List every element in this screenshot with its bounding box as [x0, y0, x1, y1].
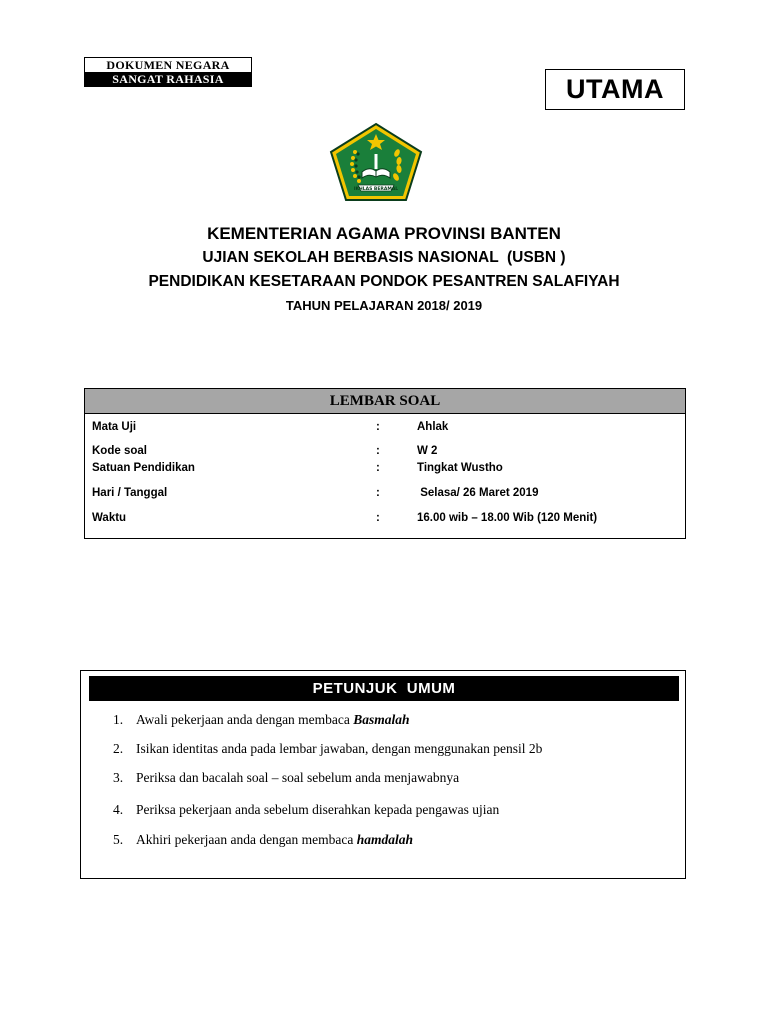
- row-value: Tingkat Wustho: [417, 462, 503, 474]
- item-number: 2.: [113, 741, 124, 756]
- row-label: Satuan Pendidikan: [92, 462, 195, 474]
- header-line-3: PENDIDIKAN KESETARAAN PONDOK PESANTREN SALAFIYAH: [148, 273, 620, 290]
- classification-box: [84, 57, 252, 87]
- row-label: Waktu: [92, 512, 127, 524]
- row-label: Mata Uji: [92, 421, 137, 433]
- item-text: Periksa pekerjaan anda sebelum diserahkan kepada pengawas ujian: [136, 802, 500, 817]
- header-line-4: TAHUN PELAJARAN 2018/ 2019: [285, 298, 483, 313]
- row-value: Ahlak: [417, 421, 449, 433]
- item-text: Isikan identitas anda pada lembar jawaban, dengan menggunakan pensil 2b: [136, 741, 543, 756]
- row-separator: :: [376, 421, 380, 433]
- item-text-plain: Akhiri pekerjaan anda dengan membaca: [136, 832, 357, 847]
- item-text-plain: Awali pekerjaan anda dengan membaca: [136, 712, 354, 727]
- header-line-1: KEMENTERIAN AGAMA PROVINSI BANTEN: [207, 224, 561, 243]
- row-separator: :: [376, 462, 380, 474]
- row-label: Kode soal: [92, 445, 147, 457]
- lembar-soal-title: LEMBAR SOAL: [85, 389, 685, 414]
- item-number: 4.: [113, 802, 124, 817]
- kementerian-agama-emblem-icon: [328, 122, 424, 202]
- petunjuk-umum-title: PETUNJUK UMUM: [89, 676, 679, 701]
- item-text-emphasis: Basmalah: [353, 712, 410, 727]
- lembar-soal-table: [84, 388, 686, 539]
- classification-line-2: SANGAT RAHASIA: [85, 72, 251, 86]
- row-separator: :: [376, 445, 380, 457]
- row-value: 16.00 wib – 18.00 Wib (120 Menit): [417, 512, 598, 524]
- row-label: Hari / Tanggal: [92, 487, 168, 499]
- row-separator: :: [376, 487, 380, 499]
- row-separator: :: [376, 512, 380, 524]
- item-text: Periksa dan bacalah soal – soal sebelum anda menjawabnya: [136, 770, 460, 785]
- header-line-2: UJIAN SEKOLAH BERBASIS NASIONAL (USBN ): [202, 249, 566, 266]
- petunjuk-umum-box: [80, 670, 686, 879]
- utama-badge: UTAMA: [545, 69, 685, 110]
- item-number: 3.: [113, 770, 124, 785]
- item-text: [136, 712, 410, 728]
- item-number: 5.: [113, 832, 124, 847]
- item-number: 1.: [113, 712, 124, 727]
- classification-line-1: DOKUMEN NEGARA: [85, 58, 251, 72]
- row-value: W 2: [417, 445, 438, 457]
- logo-banner-text: IKHLAS BERAMAL: [353, 186, 399, 192]
- item-text: [136, 832, 413, 848]
- item-text-emphasis: hamdalah: [356, 832, 414, 847]
- row-value: Selasa/ 26 Maret 2019: [417, 487, 539, 499]
